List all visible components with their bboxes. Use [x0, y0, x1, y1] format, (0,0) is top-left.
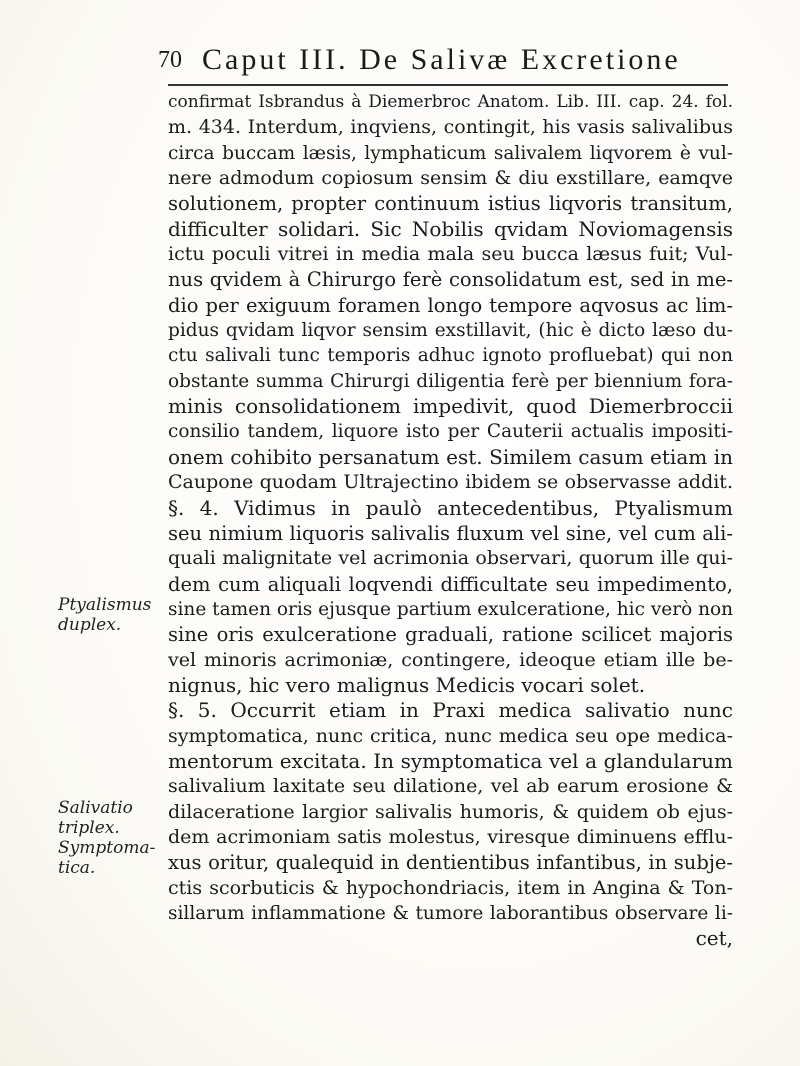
text-line: confirmat Isbrandus à Diemerbroc Anatom. Lib. III. cap. 24. fol.: [168, 92, 733, 112]
text-line: quali malignitate vel acrimonia observari, quorum ille qui-: [168, 547, 733, 570]
text-line: xus oritur, qualequid in dentientibus infantibus, in subje-: [168, 851, 733, 875]
catchword: cet,: [695, 926, 733, 951]
margin-note-line: Ptyalismus: [58, 595, 152, 615]
margin-note-line: duplex.: [58, 615, 122, 635]
text-line: dem cum aliquali loqvendi difficultate seu impedimento,: [168, 572, 733, 596]
margin-note-line: Symptoma-: [58, 838, 156, 858]
text-line: onem cohibito persanatum est. Similem casum etiam in: [168, 444, 733, 469]
text-line: symptomatica, nunc critica, nunc medica seu ope medica-: [168, 724, 733, 747]
text-line: sillarum inflammatione & tumore laborantibus observare li-: [168, 903, 733, 924]
text-line: nus qvidem à Chirurgo ferè consolidatum est, sed in me-: [168, 268, 733, 292]
margin-note-ptyalismus: [58, 595, 163, 635]
text-line: consilio tandem, liquore isto per Cauterii actualis impositi-: [168, 421, 733, 443]
text-line: solutionem, propter continuum istius liqvoris transitum,: [168, 192, 733, 216]
page-number: 70: [158, 47, 182, 73]
margin-note-line: triplex.: [58, 818, 120, 838]
page-header: [158, 40, 728, 80]
text-line: difficulter solidari. Sic Nobilis qvidam Noviomagensis: [168, 216, 733, 241]
margin-note-line: Salivatio: [58, 798, 133, 818]
text-line: §. 5. Occurrit etiam in Praxi medica salivatio nunc: [168, 698, 733, 723]
text-line: obstante summa Chirurgi diligentia ferè per biennium fora-: [168, 370, 733, 392]
text-line: salivalium laxitate seu dilatione, vel ab earum erosione &: [168, 775, 733, 798]
margin-note-line: tica.: [58, 858, 96, 878]
text-line: §. 4. Vidimus in paulò antecedentibus, Ptyalismum: [168, 495, 733, 520]
text-line: Caupone quodam Ultrajectino ibidem se observasse addit.: [168, 471, 733, 494]
header-rule: [168, 84, 728, 86]
text-line: ctis scorbuticis & hypochondriacis, item in Angina & Ton-: [168, 876, 733, 899]
text-line: vel minoris acrimoniæ, contingere, ideoque etiam ille be-: [168, 648, 733, 671]
text-line: m. 434. Interdum, inqviens, contingit, his vasis salivalibus: [168, 116, 733, 139]
text-line: ictu poculi vitrei in media mala seu bucca læsus fuit; Vul-: [168, 243, 733, 266]
text-line: mentorum excitata. In symptomatica vel a glandularum: [168, 748, 733, 773]
text-line: nignus, hic vero malignus Medicis vocari solet.: [168, 672, 646, 697]
text-line: dilaceratione largior salivalis humoris, & quidem ob ejus-: [168, 800, 733, 823]
margin-note-salivatio: [58, 798, 163, 878]
text-line: circa buccam læsis, lymphaticum salivalem liqvorem è vul-: [168, 142, 733, 164]
text-line: pidus qvidam liqvor sensim exstillavit, (hic è dicto læso du-: [168, 320, 733, 342]
text-line: sine tamen oris ejusque partium exulceratione, hic verò non: [168, 598, 733, 620]
text-line: minis consolidationem impedivit, quod Diemerbroccii: [168, 394, 733, 419]
running-title: Caput III. De Salivæ Excretione: [202, 43, 681, 76]
text-line: ctu salivali tunc temporis adhuc ignoto profluebat) qui non: [168, 345, 733, 367]
text-line: nere admodum copiosum sensim & diu exstillare, eamqve: [168, 167, 733, 190]
text-line: seu nimium liquoris salivalis fluxum vel sine, vel cum ali-: [168, 521, 733, 545]
text-line: dio per exiguum foramen longo tempore aqvosus ac lim-: [168, 293, 733, 317]
body-text: [168, 90, 733, 952]
text-line: sine oris exulceratione graduali, ratione scilicet majoris: [168, 623, 733, 647]
text-line: dem acrimoniam satis molestus, viresque diminuens efflu-: [168, 825, 733, 848]
